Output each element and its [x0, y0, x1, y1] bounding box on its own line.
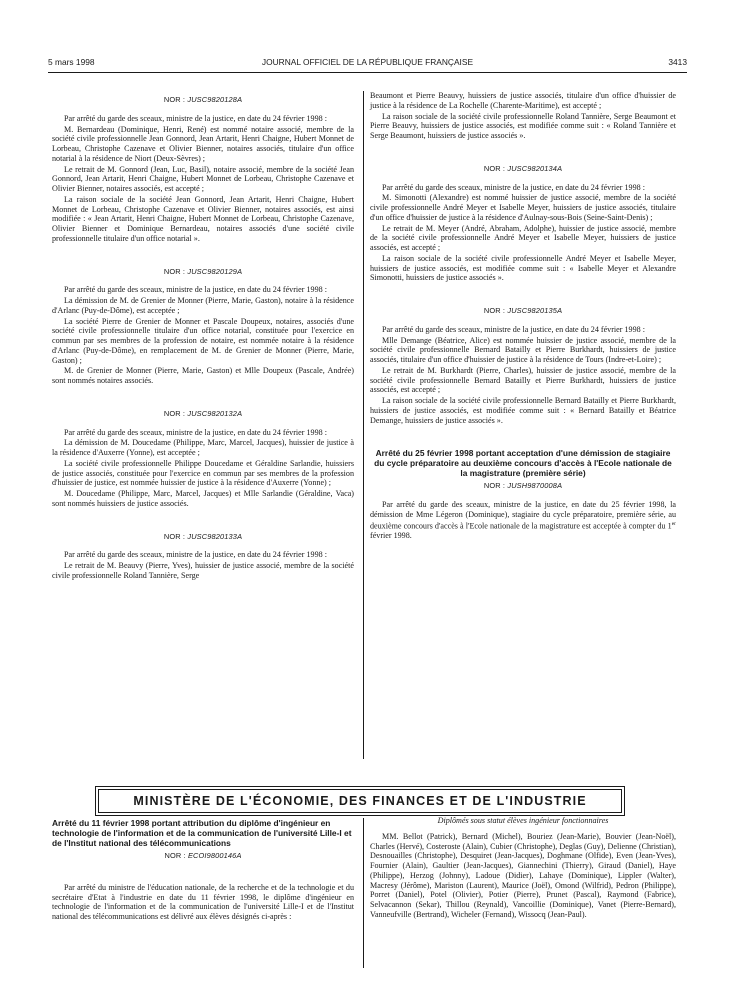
paragraph: Par arrêté du garde des sceaux, ministre de la justice, en date du 24 février 1998 : [64, 285, 327, 295]
spacer [370, 284, 676, 306]
header-journal-title: JOURNAL OFFICIEL DE LA RÉPUBLIQUE FRANÇAISE [261, 57, 474, 67]
nor-code: JUSC9820132A [187, 408, 243, 418]
paragraph: Le retrait de M. Burkhardt (Pierre, Charles), huissier de justice associé, membre de la société civile professionnelle Bernard Batailly et Pierre Burkhardt, huissiers de justice associés, est accepté ; [370, 365, 676, 395]
header-date: 5 mars 1998 [48, 57, 95, 67]
paragraph: M. Simonotti (Alexandre) est nommé huissier de justice associé, membre de la société civile professionnelle André Meyer et Isabelle Meyer, huissiers de justice associés, titulaire d'un office d'huissier de justice à la résidence d'Aulnay-sous-Bois (Seine-Saint-Denis) ; [370, 193, 676, 222]
paragraph: M. Bernardeau (Dominique, Henri, René) est nommé notaire associé, membre de la société civile professionnelle Jean Gonnord, Jean Artarit, Henri Chaigne, Hubert Monnet de Lorbeau, Christophe Cazenave et Olivier Bienner, notaires associés, titulaire d'un office notarial à la résidence de Niort (Deux-Sèvres) ; [52, 124, 354, 163]
paragraph: La démission de M. Doucedame (Philippe, Marc, Marcel, Jacques), huissier de justice à la résidence d'Auxerre (Yonne), est acceptée ; [52, 438, 354, 457]
nor-code: ECOI9800146A [187, 851, 242, 860]
nor-reference [370, 481, 676, 491]
nor-reference [52, 532, 354, 542]
paragraph: Par arrêté du garde des sceaux, ministre de la justice, en date du 24 février 1998 : [64, 550, 327, 560]
nor-code: JUSC9820134A [507, 163, 563, 173]
paragraph: La société Pierre de Grenier de Monner et Pascale Doupeux, notaires, associés d'une société civile professionnelle titulaire d'un office notarial, constituée pour l'exercice en commun par ses membres de la profession de notaire, est nommée notaire à la résidence d'Arlanc (Puy-de-Dôme), en remplacement de M. de Grenier de Monner (Pierre, Marie, Gaston) ; [52, 316, 354, 365]
paragraph: M. de Grenier de Monner (Pierre, Marie, Gaston) et Mlle Doupeux (Pascale, Andrée) sont nommés notaires associés. [52, 366, 354, 385]
section-subheading: Diplômés sous statut élèves ingénieur fonctionnaires [437, 816, 609, 825]
spacer [370, 142, 676, 164]
nor-code: JUSH9870008A [507, 481, 563, 491]
paragraph: La raison sociale de la société civile professionnelle Bernard Batailly et Pierre Burkhardt, huissiers de justice associés, est modifiée comme suit : « Bernard Batailly et Béatrice Demange, huissiers de justice associés ». [370, 396, 676, 425]
spacer [52, 510, 354, 532]
column-divider [363, 818, 364, 968]
nor-reference [52, 409, 354, 419]
arrete-title: Arrêté du 11 février 1998 portant attribution du diplôme d'ingénieur en technologie de l'information et de la communication de l'université Lille-I et de l'Institut national des télécommunications [52, 818, 352, 848]
left-column [52, 95, 354, 582]
paragraph: Le retrait de M. Beauvy (Pierre, Yves), huissier de justice associé, membre de la société civile professionnelle Roland Tannière, Serge [52, 561, 354, 580]
paragraph: La raison sociale de la société civile professionnelle Roland Tannière, Serge Beaumont et Pierre Beauvy, huissiers de justice associés, est modifiée comme suit : « Roland Tannière et Serge Beaumont, huissiers de justice associés ». [370, 111, 676, 140]
nor-code: JUSC9820135A [507, 306, 563, 315]
paragraph: Par arrêté du garde des sceaux, ministre de la justice, en date du 24 février 1998 : [382, 324, 645, 334]
paragraph [370, 500, 676, 541]
spacer [52, 387, 354, 409]
paragraph: Par arrêté du garde des sceaux, ministre de la justice, en date du 24 février 1998 : [64, 113, 327, 123]
nor-label: NOR : [483, 163, 506, 173]
superscript: er [671, 520, 676, 527]
nor-code: JUSC9820133A [187, 531, 243, 541]
paragraph: La raison sociale de la société Jean Gonnord, Jean Artarit, Henri Chaigne, Hubert Monnet de Lorbeau, Christophe Cazenave et Olivier Bienner, notaires associés, est ainsi modifiée : « Jean Artarit, Henri Chaigne, Hubert Monnet de Lorbeau, Christophe Cazenave, Olivier Bienner et Dominique Bernardeau, notaires associés d'une société civile professionnelle titulaire d'un office notarial ». [52, 194, 354, 243]
nor-reference [52, 95, 354, 105]
spacer [370, 426, 676, 448]
paragraph: M. Doucedame (Philippe, Marc, Marcel, Jacques) et Mlle Sarlandie (Géraldine, Vaca) sont nommés huissiers de justice associés. [52, 489, 354, 508]
paragraph: Par arrêté du garde des sceaux, ministre de la justice, en date du 24 février 1998 : [64, 427, 327, 437]
paragraph: Le retrait de M. Gonnord (Jean, Luc, Basil), notaire associé, membre de la société Jean Gonnord, Jean Artarit, Henri Chaigne, Hubert Monnet de Lorbeau, Christophe Cazenave et Olivier Bienner, notaires associés, est accepté ; [52, 164, 354, 193]
paragraph: MM. Bellot (Patrick), Bernard (Michel), Bouriez (Jean-Marie), Bouvier (Jean-Noël), Charles (Hervé), Costeroste (Alain), Cubier (Christophe), Deglas (Guy), Delienne (Christian), Desnouailles (Christophe), Desquiret (Jean-Jacques), Doghmane (Olfide), Even (Jean-Yves), Fournier (Alain), Gaultier (Jean-Jacques), Giannechini (Thierry), Giraud (Daniel), Haye (Philippe), Herzog (Johnny), Ladoue (Didier), Lahaye (Dominique), Lippler (Walter), Macresy (Jérôme), Mariston (Laurent), Maurice (Joël), Omond (Wilfrid), Pedron (Philippe), Porret (Daniel), Potel (Olivier), Potier (Pierre), Prunet (Pascal), Raymond (Fabrice), Selvacannon (Sekar), Thillou (Reynald), Vancoillie (Dominique), Vanet (Pierre-Bernard), Vanneufville (Bertrand), Wicheler (Fernand), Wissocq (Jean-Paul). [370, 831, 676, 919]
header-rule [48, 72, 687, 73]
paragraph: Le retrait de M. Meyer (André, Abraham, Adolphe), huissier de justice associé, membre de la société civile professionnelle André Meyer et Isabelle Meyer, huissiers de justice associés, est accepté ; [370, 223, 676, 252]
nor-label: NOR : [163, 95, 186, 104]
nor-reference [370, 164, 676, 174]
spacer [52, 245, 354, 267]
nor-code: JUSC9820129A [187, 266, 243, 276]
right-column [370, 91, 676, 542]
ministry-banner: MINISTÈRE DE L'ÉCONOMIE, DES FINANCES ET DE L'INDUSTRIE [98, 789, 622, 813]
header-page-number: 3413 [668, 57, 687, 67]
paragraph: Par arrêté du garde des sceaux, ministre de la justice, en date du 24 février 1998 : [382, 182, 645, 192]
paragraph: La société civile professionnelle Philippe Doucedame et Géraldine Sarlandie, huissiers de justice associés, constituée pour l'exercice en commun par ses membres de la profession d'huissier de justice, est nommée huissier de justice à la résidence d'Auxerre (Yonne) ; [52, 458, 354, 488]
nor-label: NOR : [483, 306, 506, 315]
paragraph: La démission de M. de Grenier de Monner (Pierre, Marie, Gaston), notaire à la résidence d'Arlanc (Puy-de-Dôme), est acceptée ; [52, 296, 354, 315]
nor-reference [52, 851, 354, 861]
paragraph: Beaumont et Pierre Beauvy, huissiers de justice associés, titulaire d'un office d'huissier de justice à la résidence de La Rochelle (Charente-Maritime), est accepté ; [370, 91, 676, 110]
paragraph: La raison sociale de la société civile professionnelle André Meyer et Isabelle Meyer, huissiers de justice associés, est modifiée comme suit : « Isabelle Meyer et Alexandre Simonotti, huissiers de justice associés ». [370, 253, 676, 283]
paragraph-text: Par arrêté du garde des sceaux, ministre de la justice, en date du 25 février 1998, la démission de Mme Légeron (Dominique), stagiaire du cycle préparatoire, première série, au deuxième concours d'accès à l'Ecole nationale de la magistrature est acceptée à compter du 1 [370, 500, 676, 531]
paragraph-text: février 1998. [370, 530, 412, 540]
nor-label: NOR : [163, 408, 186, 418]
bottom-right-column [370, 816, 676, 921]
paragraph: Mlle Demange (Béatrice, Alice) est nommée huissier de justice associé, membre de la société civile professionnelle Bernard Batailly et Pierre Burkhardt, huissiers de justice associés, titulaire d'un office d'huissier de justice à la résidence de Tours (Indre-et-Loire) ; [370, 335, 676, 364]
nor-label: NOR : [163, 531, 186, 541]
paragraph: Par arrêté du ministre de l'éducation nationale, de la recherche et de la technologie et du secrétaire d'Etat à l'industrie en date du 11 février 1998, le diplôme d'ingénieur en technologie de l'information et de la communication de l'université Lille-I et de l'Institut national des télécommunications est délivré aux élèves désignés ci-après : [52, 882, 354, 921]
arrete-title: Arrêté du 25 février 1998 portant acceptation d'une démission de stagiaire du cycle préparatoire au deuxième concours d'accès à l'Ecole nationale de la magistrature (première série) [374, 448, 672, 479]
nor-label: NOR : [483, 481, 506, 491]
column-divider [363, 91, 364, 759]
nor-label: NOR : [164, 851, 186, 860]
spacer [52, 870, 354, 883]
bottom-left-column [52, 818, 354, 923]
page-header [48, 57, 687, 71]
nor-reference [370, 306, 676, 316]
nor-label: NOR : [163, 266, 186, 276]
nor-reference [52, 267, 354, 277]
nor-code: JUSC9820128A [187, 95, 243, 104]
